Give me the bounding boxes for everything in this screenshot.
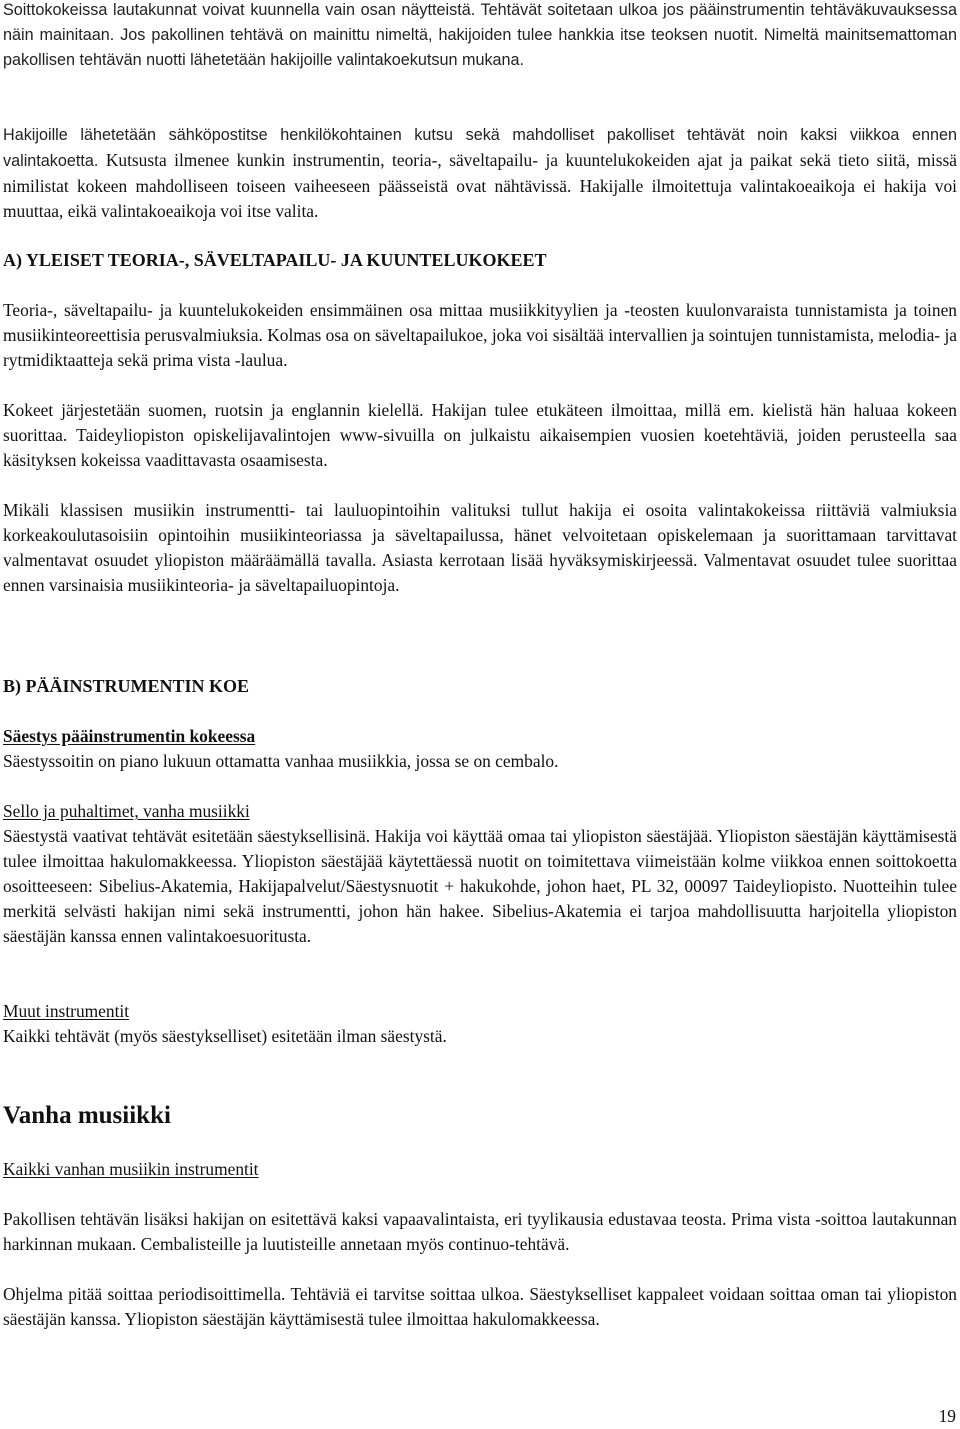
page-number: 19 (938, 1406, 956, 1426)
subsection-sello-title: Sello ja puhaltimet, vanha musiikki (3, 801, 250, 821)
intro-paragraph-1: Soittokokeissa lautakunnat voivat kuunnella vain osan näytteistä. Tehtävät soitetaan ulkoa jos pääinstrumentin tehtäväkuvauksessa näin mainitaan. Jos pakollinen tehtävä on mainittu nimeltä, hakijoiden tulee hankkia itse teoksen nuotit. Nimeltä mainitsemattoman pakollisen tehtävän nuotti lähetetään hakijoille valintakoekutsun mukana. (3, 1, 957, 69)
section-vanha-paragraph-1: Pakollisen tehtävän lisäksi hakijan on esitettävä kaksi vapaavalintaista, eri tyylikausia edustavaa teosta. Prima vista -soittoa lautakunnan harkinnan mukaan. Cembalisteille ja luutisteille annetaan myös continuo-tehtävä. (3, 1209, 957, 1254)
section-a-paragraph-2: Kokeet järjestetään suomen, ruotsin ja englannin kielellä. Hakijan tulee etukäteen ilmoittaa, millä em. kielistä hän haluaa kokeen suorittaa. Taideyliopiston opiskelijavalintojen www-sivuilla on julkaistu aikaisempien vuosien koetehtäviä, joiden perusteella saa käsityksen kokeissa vaadittavasta osaamisesta. (3, 400, 957, 470)
subsection-muut (3, 999, 957, 1049)
subsection-vanha-instruments (3, 1157, 957, 1182)
subsection-muut-text: Kaikki tehtävät (myös säestykselliset) esitetään ilman säestystä. (3, 1026, 447, 1046)
intro-paragraph-2-rest: Kutsusta ilmenee kunkin instrumentin, teoria-, säveltapailu- ja kuuntelukokeiden ajat ja paikat sekä tieto siitä, missä nimilistat kokeen mahdolliseen toiseen vaiheeseen päässeistä ovat nähtävissä. Hakijalle ilmoitettuja valintakoeaikoja ei hakija voi muuttaa, eikä valintakoeaikoja voi itse valita. (3, 150, 957, 221)
subsection-sello-text: Säestystä vaativat tehtävät esitetään säestyksellisinä. Hakija voi käyttää omaa tai yliopiston säestäjää. Yliopiston säestäjän käyttämisestä tulee ilmoittaa hakulomakkeessa. Yliopiston säestäjää käytettäessä nuotit on toimitettava viimeistään kolme viikkoa ennen soittokoetta osoitteeseen: Sibelius-Akatemia, Hakijapalvelut/Säestysnuotit + hakukohde, johon haet, PL 32, 00097 Taideyliopisto. Nuotteihin tulee merkitä selvästi hakijan nimi sekä instrumentti, johon hän hakee. Sibelius-Akatemia ei tarjoa mahdollisuutta harjoitella yliopiston säestäjän kanssa ennen valintakoesuoritusta. (3, 826, 957, 946)
section-a-heading: A) YLEISET TEORIA-, SÄVELTAPAILU- JA KUUNTELUKOKEET (3, 250, 547, 270)
section-b-heading: B) PÄÄINSTRUMENTIN KOE (3, 676, 250, 696)
subsection-saestys-text: Säestyssoitin on piano lukuun ottamatta vanhaa musiikkia, jossa se on cembalo. (3, 751, 559, 771)
intro-paragraph-2-lead: Hakijoille lähetetään sähköpostitse henkilökohtainen kutsu sekä mahdolliset pakolliset tehtävät noin kaksi viikkoa ennen valintakoetta. (3, 126, 957, 170)
subsection-muut-title: Muut instrumentit (3, 1001, 130, 1021)
subsection-vanha-title: Kaikki vanhan musiikin instrumentit (3, 1159, 259, 1179)
subsection-saestys-title: Säestys pääinstrumentin kokeessa (3, 726, 256, 746)
section-a-paragraph-3: Mikäli klassisen musiikin instrumentti- tai lauluopintoihin valituksi tullut hakija ei osoita valintakokeissa riittäviä valmiuksia korkeakoulutasoisiin opintoihin musiikinteoriassa ja säveltapailussa, hänet velvoitetaan opiskelemaan ja suorittamaan tarvittavat valmentavat osuudet yliopiston määräämällä tavalla. Asiasta kerrotaan lisää hyväksymiskirjeessä. Valmentavat osuudet tulee suorittaa ennen varsinaisia musiikinteoria- ja säveltapailuopintoja. (3, 500, 957, 595)
subsection-sello (3, 799, 957, 949)
section-vanha-paragraph-2: Ohjelma pitää soittaa periodisoittimella. Tehtäviä ei tarvitse soittaa ulkoa. Säestykselliset kappaleet voidaan soittaa oman tai yliopiston säestäjän kanssa. Yliopiston säestäjän käyttämisestä tulee ilmoittaa hakulomakkeessa. (3, 1284, 957, 1329)
section-a-paragraph-1: Teoria-, säveltapailu- ja kuuntelukokeiden ensimmäinen osa mittaa musiikkityylien ja -teosten kuulonvaraista tunnistamista ja toinen musiikinteoreettisia perusvalmiuksia. Kolmas osa on säveltapailukoe, joka voi sisältää intervallien ja sointujen tunnistamista, melodia- ja rytmidiktaatteja sekä prima vista -laulua. (3, 300, 957, 370)
intro-paragraph-2 (3, 122, 957, 224)
subsection-saestys (3, 724, 957, 774)
section-vanha-heading: Vanha musiikki (3, 1102, 171, 1129)
